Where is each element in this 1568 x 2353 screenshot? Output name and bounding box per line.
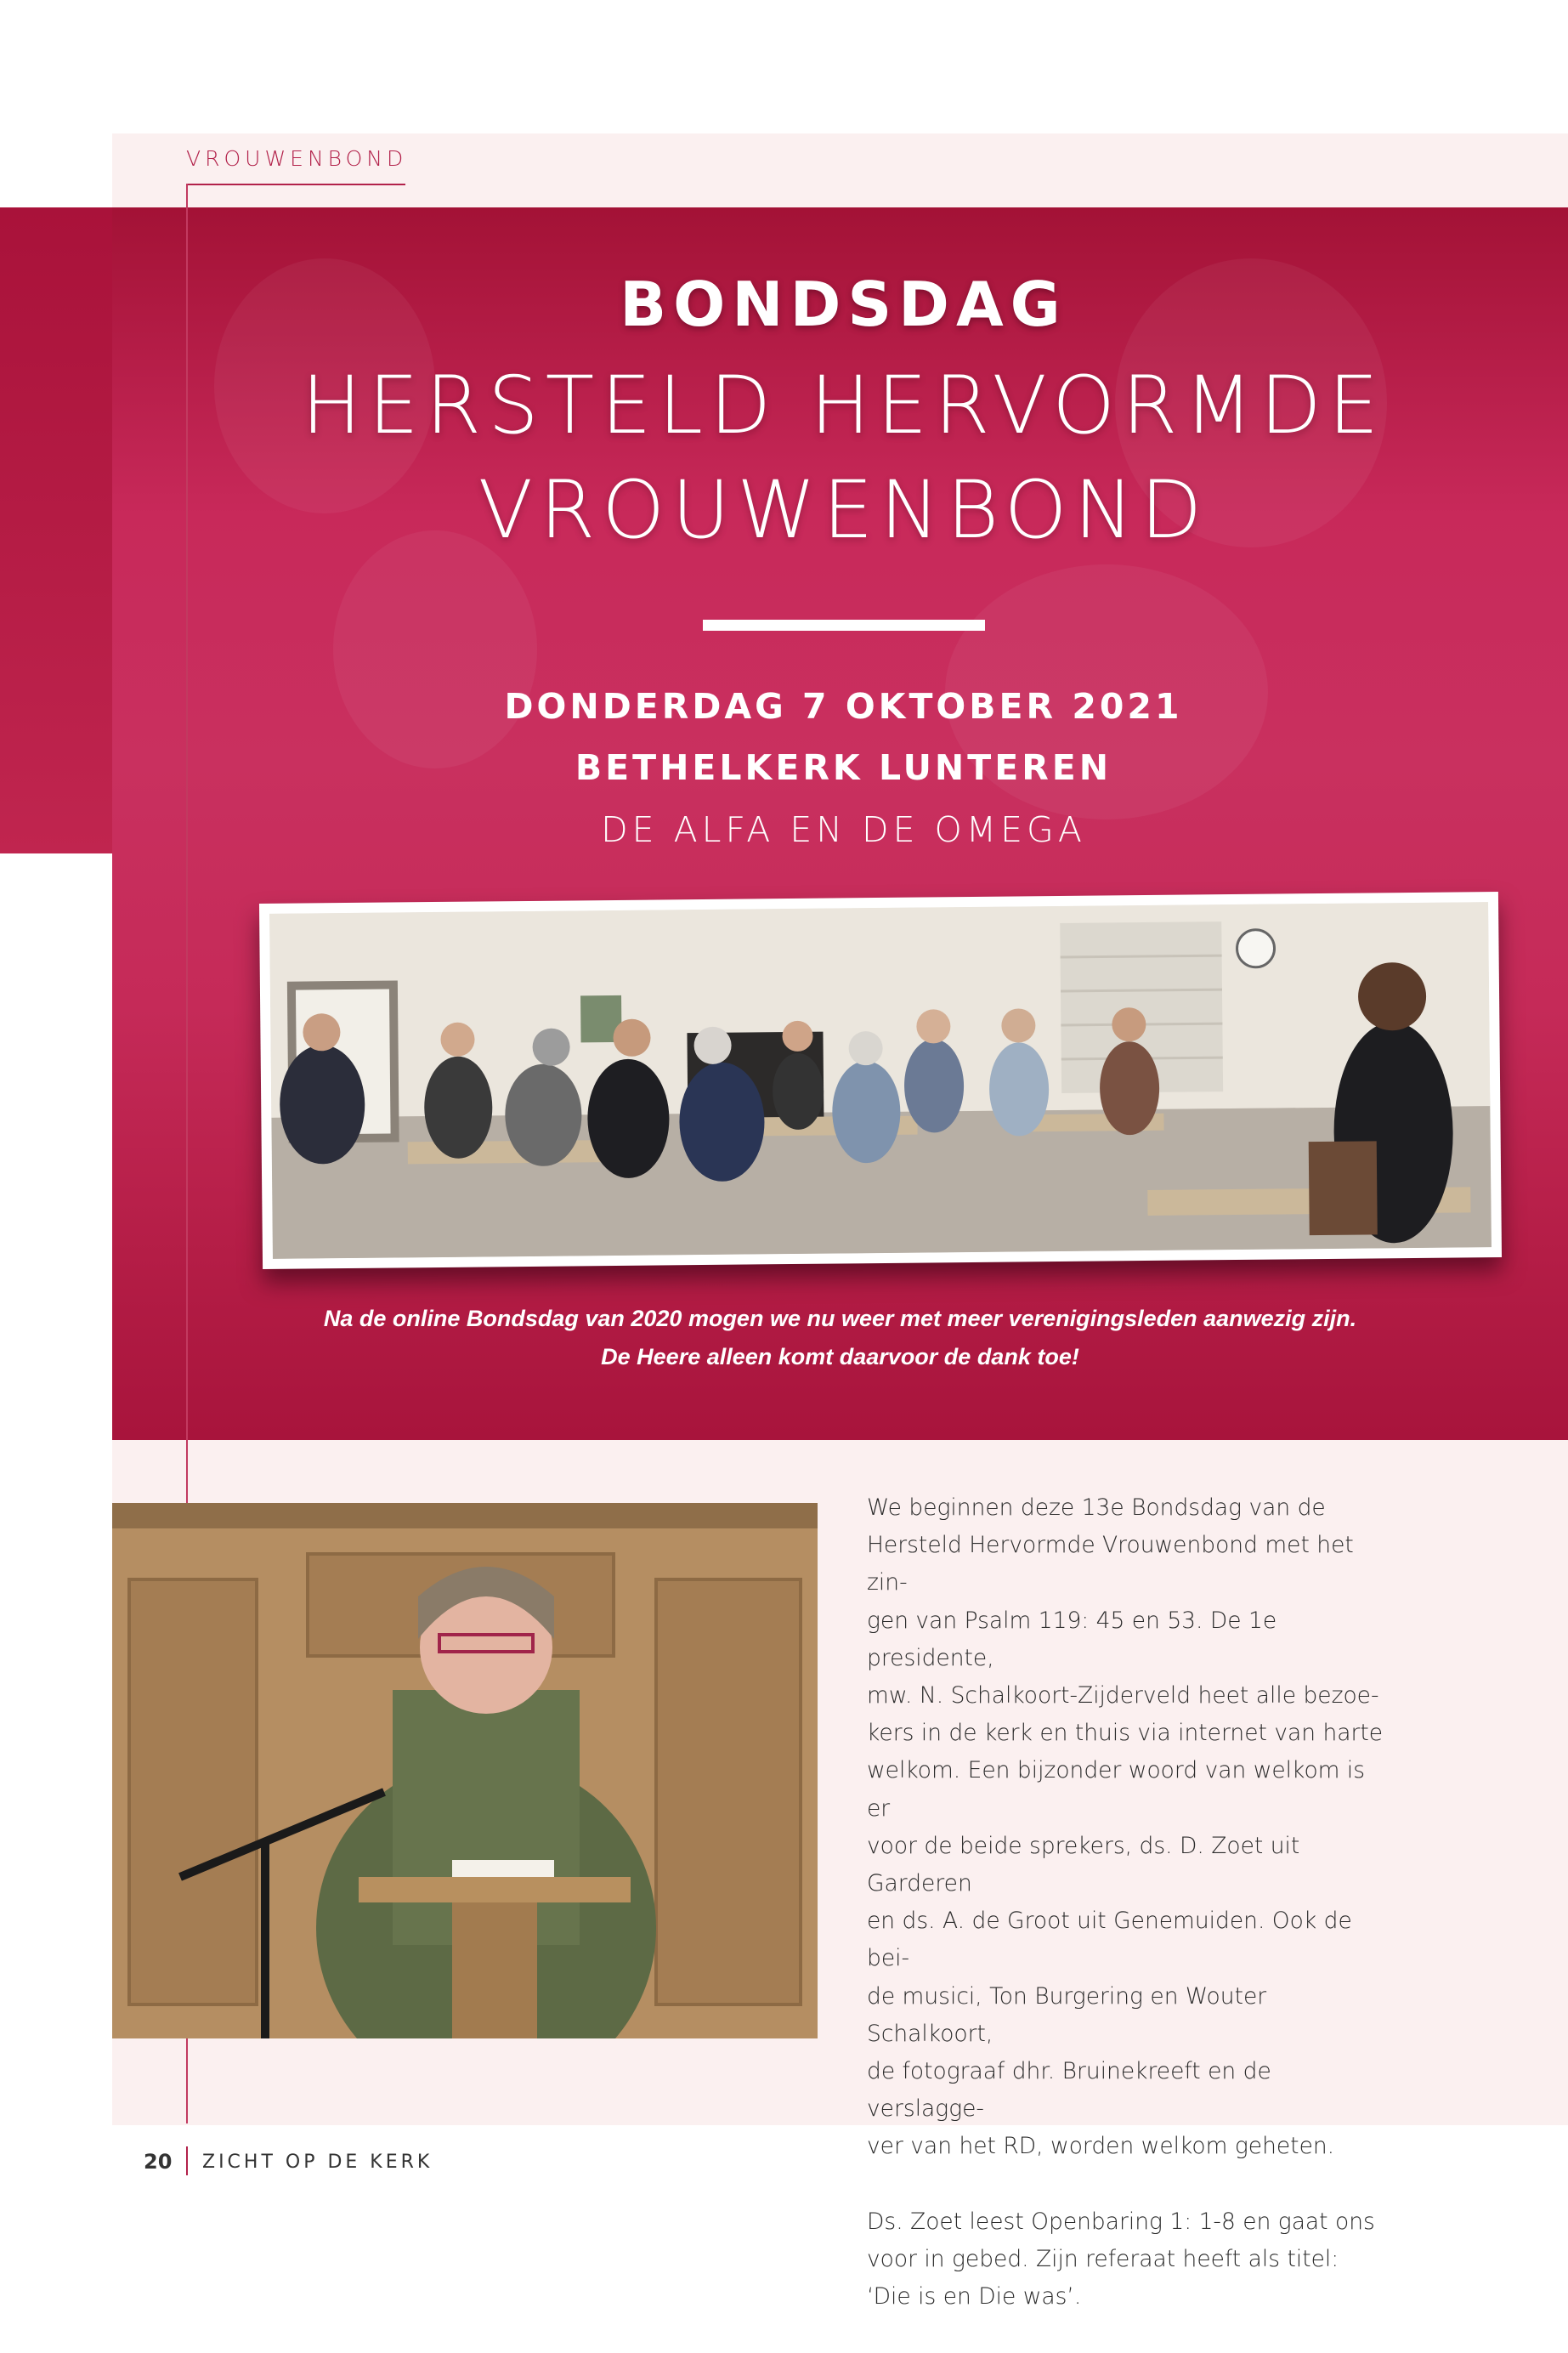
hero-ghost-shape — [333, 530, 537, 768]
photo-caption-line-1: Na de online Bondsdag van 2020 mogen we nu weer met meer verenigingsleden aanwezig zijn. — [323, 1306, 1357, 1331]
text-line: Hersteld Hervormde Vrouwenbond met het zin- — [867, 1532, 1354, 1596]
event-location: BETHELKERK LUNTEREN — [575, 747, 1112, 788]
page-number: 20 — [144, 2150, 173, 2174]
text-line: welkom. Een bijzonder woord van welkom is er — [867, 1757, 1366, 1822]
title-line-1: HERSTELD HERVORMDE — [301, 360, 1386, 452]
text-line: ‘Die is en Die was’. — [867, 2283, 1082, 2310]
text-line: voor de beide sprekers, ds. D. Zoet uit Garderen — [867, 1832, 1300, 1897]
photo-caption-line-2: De Heere alleen komt daarvoor de dank toe! — [601, 1344, 1079, 1369]
text-line: ver van het RD, worden welkom geheten. — [867, 2133, 1335, 2160]
title-line-2: VROUWENBOND — [478, 464, 1209, 557]
speaker-photo — [112, 1503, 818, 2038]
publication-name: ZICHT OP DE KERK — [202, 2152, 433, 2173]
text-line: de fotograaf dhr. Bruinekreeft en de verslagge- — [867, 2058, 1271, 2123]
text-line: gen van Psalm 119: 45 en 53. De 1e presidente, — [867, 1607, 1277, 1671]
text-line: Ds. Zoet leest Openbaring 1: 1-8 en gaat ons — [867, 2208, 1375, 2235]
article-paragraph-2 — [867, 2203, 1394, 2316]
title-bondsdag: BONDSDAG — [620, 269, 1067, 340]
text-line: mw. N. Schalkoort-Zijderveld heet alle bezoe- — [867, 1682, 1379, 1709]
text-line: voor in gebed. Zijn referaat heeft als titel: — [867, 2245, 1339, 2272]
text-line: en ds. A. de Groot uit Genemuiden. Ook de bei- — [867, 1908, 1352, 1972]
article-paragraph-1 — [867, 1489, 1394, 2166]
section-label: VROUWENBOND — [186, 146, 408, 171]
text-line: kers in de kerk en thuis via internet van harte — [867, 1720, 1384, 1747]
article-body — [867, 1489, 1394, 2353]
text-line: de musici, Ton Burgering en Wouter Schalkoort, — [867, 1982, 1267, 2047]
section-rule — [186, 184, 405, 185]
group-photo — [269, 902, 1492, 1259]
group-photo-frame — [259, 892, 1502, 1269]
event-theme: DE ALFA EN DE OMEGA — [601, 809, 1086, 850]
event-date: DONDERDAG 7 OKTOBER 2021 — [504, 686, 1183, 727]
title-divider — [703, 620, 985, 631]
footer-separator — [186, 2146, 188, 2175]
text-line: We beginnen deze 13e Bondsdag van de — [867, 1494, 1326, 1521]
